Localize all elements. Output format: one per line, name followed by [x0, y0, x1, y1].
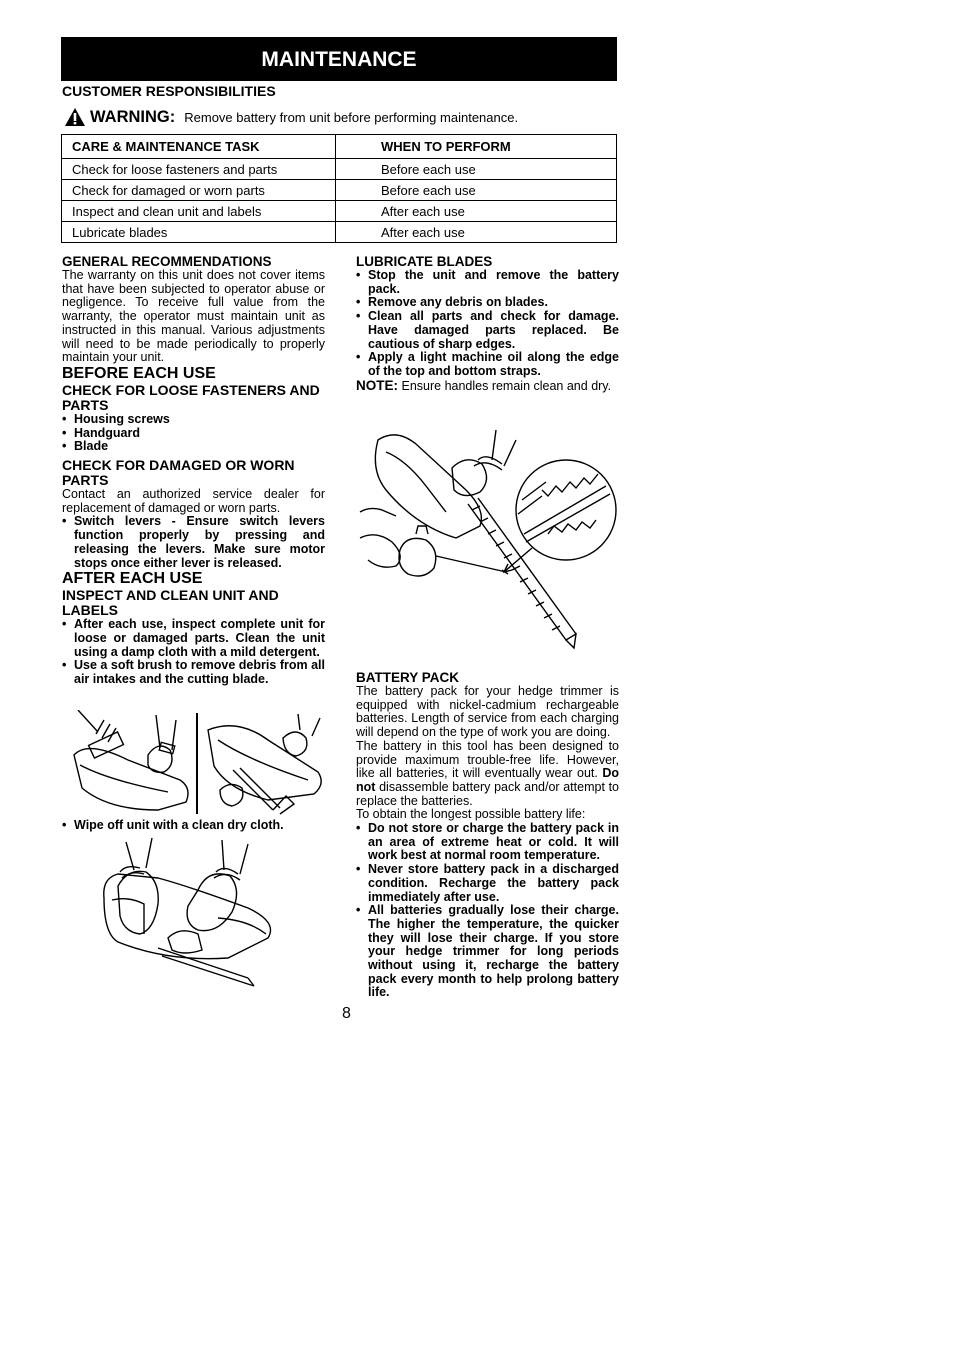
right-column — [356, 254, 619, 393]
list-item: • Never store battery pack in a discharged condition. Recharge the battery pack immediately after use. — [356, 863, 619, 904]
damaged-text: Contact an authorized service dealer for replacement of damaged or worn parts. — [62, 487, 325, 515]
battery-heading: BATTERY PACK — [356, 670, 460, 685]
list-item: • Clean all parts and check for damage. Have damaged parts replaced. Be cautious of sharp edges. — [356, 310, 619, 351]
table-cell: Check for damaged or worn parts — [62, 180, 336, 201]
table-cell: Before each use — [336, 180, 617, 201]
wipe-cloth-illustration — [98, 838, 278, 994]
list-item: • Remove any debris on blades. — [356, 296, 619, 310]
table-cell: Before each use — [336, 159, 617, 180]
table-row — [62, 201, 617, 222]
after-heading: AFTER EACH USE — [62, 570, 203, 588]
list-item: • Apply a light machine oil along the edge of the top and bottom straps. — [356, 351, 619, 378]
lubricate-note — [356, 379, 619, 394]
loose-heading: CHECK FOR LOOSE FASTENERS AND PARTS — [62, 381, 320, 413]
battery-p2-bold: Do not — [356, 766, 619, 794]
inspect-list — [62, 618, 325, 687]
table-row — [62, 222, 617, 243]
list-item: • Housing screws — [62, 413, 325, 427]
loose-list — [62, 413, 325, 454]
warning-line — [64, 107, 518, 127]
battery-p2-a: The battery in this tool has been designed to provide maximum trouble-free life. However, like all batteries, it will eventually wear out. — [356, 738, 619, 781]
table-header: WHEN TO PERFORM — [336, 135, 617, 159]
brush-cleaning-illustration — [68, 710, 330, 816]
general-heading: GENERAL RECOMMENDATIONS — [62, 254, 272, 269]
list-item: • Stop the unit and remove the battery pack. — [356, 269, 619, 296]
battery-p3: To obtain the longest possible battery life: — [356, 807, 586, 822]
warning-label: WARNING: — [90, 107, 176, 126]
table-cell: Inspect and clean unit and labels — [62, 201, 336, 222]
note-text: Ensure handles remain clean and dry. — [401, 378, 612, 393]
battery-section — [356, 670, 619, 1000]
damaged-heading: CHECK FOR DAMAGED OR WORN PARTS — [62, 457, 295, 489]
list-item: • After each use, inspect complete unit for loose or damaged parts. Clean the unit using a damp cloth with a mild detergent. — [62, 618, 325, 659]
lubricate-heading: LUBRICATE BLADES — [356, 254, 493, 269]
page-title: MAINTENANCE — [61, 37, 617, 81]
table-header: CARE & MAINTENANCE TASK — [62, 135, 336, 159]
general-text: The warranty on this unit does not cover items that have been subjected to operator abuse or negligence. To receive full value from the warranty, the operator must maintain unit as instructed in this manual. Various adjustments will need to be made periodically to properly maintain your unit. — [62, 268, 325, 365]
customer-responsibilities-heading: CUSTOMER RESPONSIBILITIES — [62, 83, 276, 99]
left-column — [62, 254, 325, 687]
list-item: • Wipe off unit with a clean dry cloth. — [62, 819, 325, 833]
inspect-heading: INSPECT AND CLEAN UNIT AND LABELS — [62, 587, 279, 619]
table-row — [62, 180, 617, 201]
table-cell: Lubricate blades — [62, 222, 336, 243]
note-label: NOTE: — [356, 377, 398, 393]
warning-text: Remove battery from unit before performing maintenance. — [184, 109, 519, 125]
wipe-block — [62, 819, 325, 833]
table-row — [62, 159, 617, 180]
battery-p1: The battery pack for your hedge trimmer is equipped with nickel-cadmium rechargeable batteries. Length of service from each charging will depend on the type of work you are doing. — [356, 684, 619, 740]
table-cell: After each use — [336, 222, 617, 243]
list-item: • Blade — [62, 440, 325, 454]
list-item: • Use a soft brush to remove debris from all air intakes and the cutting blade. — [62, 659, 325, 686]
list-item: • Do not store or charge the battery pack in an area of extreme heat or cold. It will work best at normal room temperature. — [356, 822, 619, 863]
table-cell: After each use — [336, 201, 617, 222]
list-item: • Switch levers - Ensure switch levers function properly by pressing and releasing the levers. Make sure motor stops once either lever is released. — [62, 515, 325, 570]
oil-lubrication-illustration — [356, 430, 618, 656]
warning-triangle-icon — [64, 107, 86, 127]
maintenance-table — [61, 134, 617, 243]
before-heading: BEFORE EACH USE — [62, 364, 216, 382]
list-item: • Handguard — [62, 427, 325, 441]
battery-list — [356, 822, 619, 1000]
battery-p2 — [356, 740, 619, 809]
damaged-list — [62, 515, 325, 570]
list-item: • All batteries gradually lose their charge. The higher the temperature, the quicker they will lose their charge. If you store your hedge trimmer for long periods without using it, recharge the battery pack every month to help prolong battery life. — [356, 904, 619, 1000]
lubricate-list — [356, 269, 619, 379]
page-number: 8 — [342, 1005, 351, 1022]
battery-p2-b: disassemble battery pack and/or attempt to replace the batteries. — [356, 779, 619, 808]
table-cell: Check for loose fasteners and parts — [62, 159, 336, 180]
